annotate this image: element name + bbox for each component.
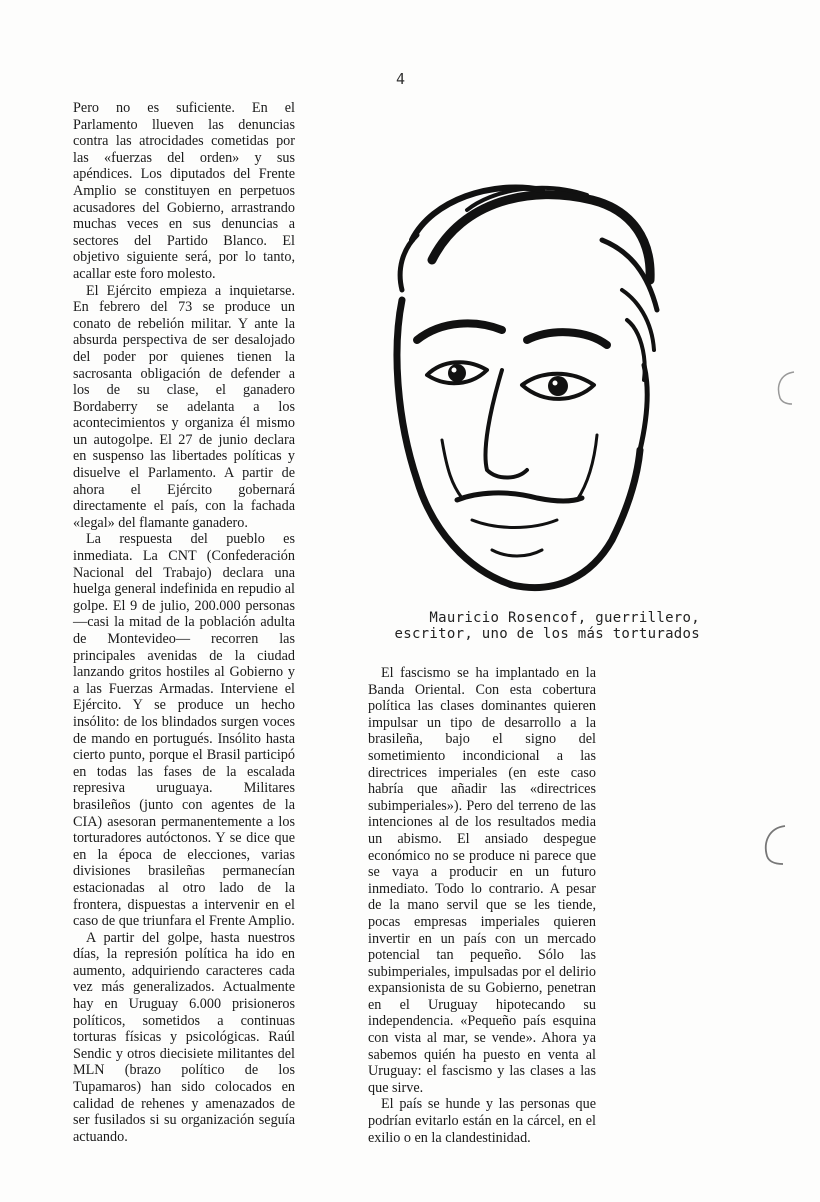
left-paragraph-2: El Ejército empieza a inquietarse. En febrero del 73 se produce un conato de rebelión militar. Y ante la absurda perspectiva de ser desalojado del poder por quienes tienen la sacrosanta obligación de defender a los de su clase, el ganadero Bordaberry se adelanta a los acontecimientos y organiza él mismo un autogolpe. El 27 de junio declara en suspenso las libertades políticas y disuelve el Parlamento. A partir de ahora el Ejército gobernará directamente el país, con la fachada «legal» del flamante ganadero. [73, 282, 295, 531]
caption-line-2: escritor, uno de los más torturados [394, 626, 700, 642]
portrait-sketch-icon [372, 180, 692, 600]
right-paragraph-1: El fascismo se ha implantado en la Banda Oriental. Con esta cobertura política las clases dominantes quieren impulsar un tipo de desarrollo a la brasileña, bajo el signo del sometimiento incondicional a las directrices imperiales (en este caso habría que añadir las «directrices subimperiales»). Pero del terreno de las intenciones al de los resultados media un abismo. El ansiado despegue económico no se produce ni parece que se vaya a producir en un futuro inmediato. Todo lo contrario. A pesar de la mano servil que se les tiende, pocas empresas imperiales quieren invertir en un país con un mercado potencial tan pequeño. Sólo las subimperiales, impulsadas por el delirio expansionista de su Gobierno, penetran en el Uruguay hipotecando su independencia. «Pequeño país esquina con vista al mar, se vende». Ahora ya sabemos quién ha puesto en venta al Uruguay: el fascismo y las clases a las que sirve. [368, 665, 596, 1096]
caption-line-1: Mauricio Rosencof, guerrillero, [429, 610, 700, 626]
illustration-caption [350, 610, 700, 642]
left-paragraph-3: La respuesta del pueblo es inmediata. La CNT (Confederación Nacional del Trabajo) declara una huelga general indefinida en repudio al golpe. El 9 de julio, 200.000 personas —casi la mitad de la población adulta de Montevideo— recorren las principales avenidas de la ciudad lanzando gritos hostiles al Gobierno y a las Fuerzas Armadas. Interviene el Ejército. Y se produce un hecho insólito: de los blindados surgen voces de mando en portugués. Insólito hasta cierto punto, porque el Brasil participó en todas las fases de la escalada represiva uruguaya. Militares brasileños (junto con agentes de la CIA) asesoran permanentemente a los torturadores autóctonos. Y se dice que en la época de elecciones, varias divisiones brasileñas permanecían estacionadas al otro lado de la frontera, dispuestas a intervenir en el caso de que triunfara el Frente Amplio. [73, 531, 295, 930]
binder-hole-top-icon [770, 368, 800, 408]
left-paragraph-4: A partir del golpe, hasta nuestros días, la represión política ha ido en aumento, adquiriendo caracteres cada vez más generalizados. Actualmente hay en Uruguay 6.000 prisioneros políticos, sometidos a continuas torturas físicas y psicológicas. Raúl Sendic y otros diecisiete militantes del MLN (brazo político de los Tupamaros) han sido colocados en calidad de rehenes y amenazados de ser fusilados si su organización seguía actuando. [73, 929, 295, 1145]
left-text-column [73, 100, 295, 1145]
left-paragraph-1: Pero no es suficiente. En el Parlamento llueven las denuncias contra las atrocidades cometidas por las «fuerzas del orden» y sus apéndices. Los diputados del Frente Amplio se constituyen en perpetuos acusadores del Gobierno, arrastrando muchas veces en sus denuncias a sectores del Partido Blanco. El objetivo siguiente será, por lo tanto, acallar este foro molesto. [73, 100, 295, 282]
binder-hole-bottom-icon [755, 822, 795, 868]
page-number: 4 [396, 70, 406, 88]
right-text-column [368, 665, 596, 1146]
right-paragraph-2: El país se hunde y las personas que podrían evitarlo están en la cárcel, en el exilio o en la clandestinidad. [368, 1096, 596, 1146]
